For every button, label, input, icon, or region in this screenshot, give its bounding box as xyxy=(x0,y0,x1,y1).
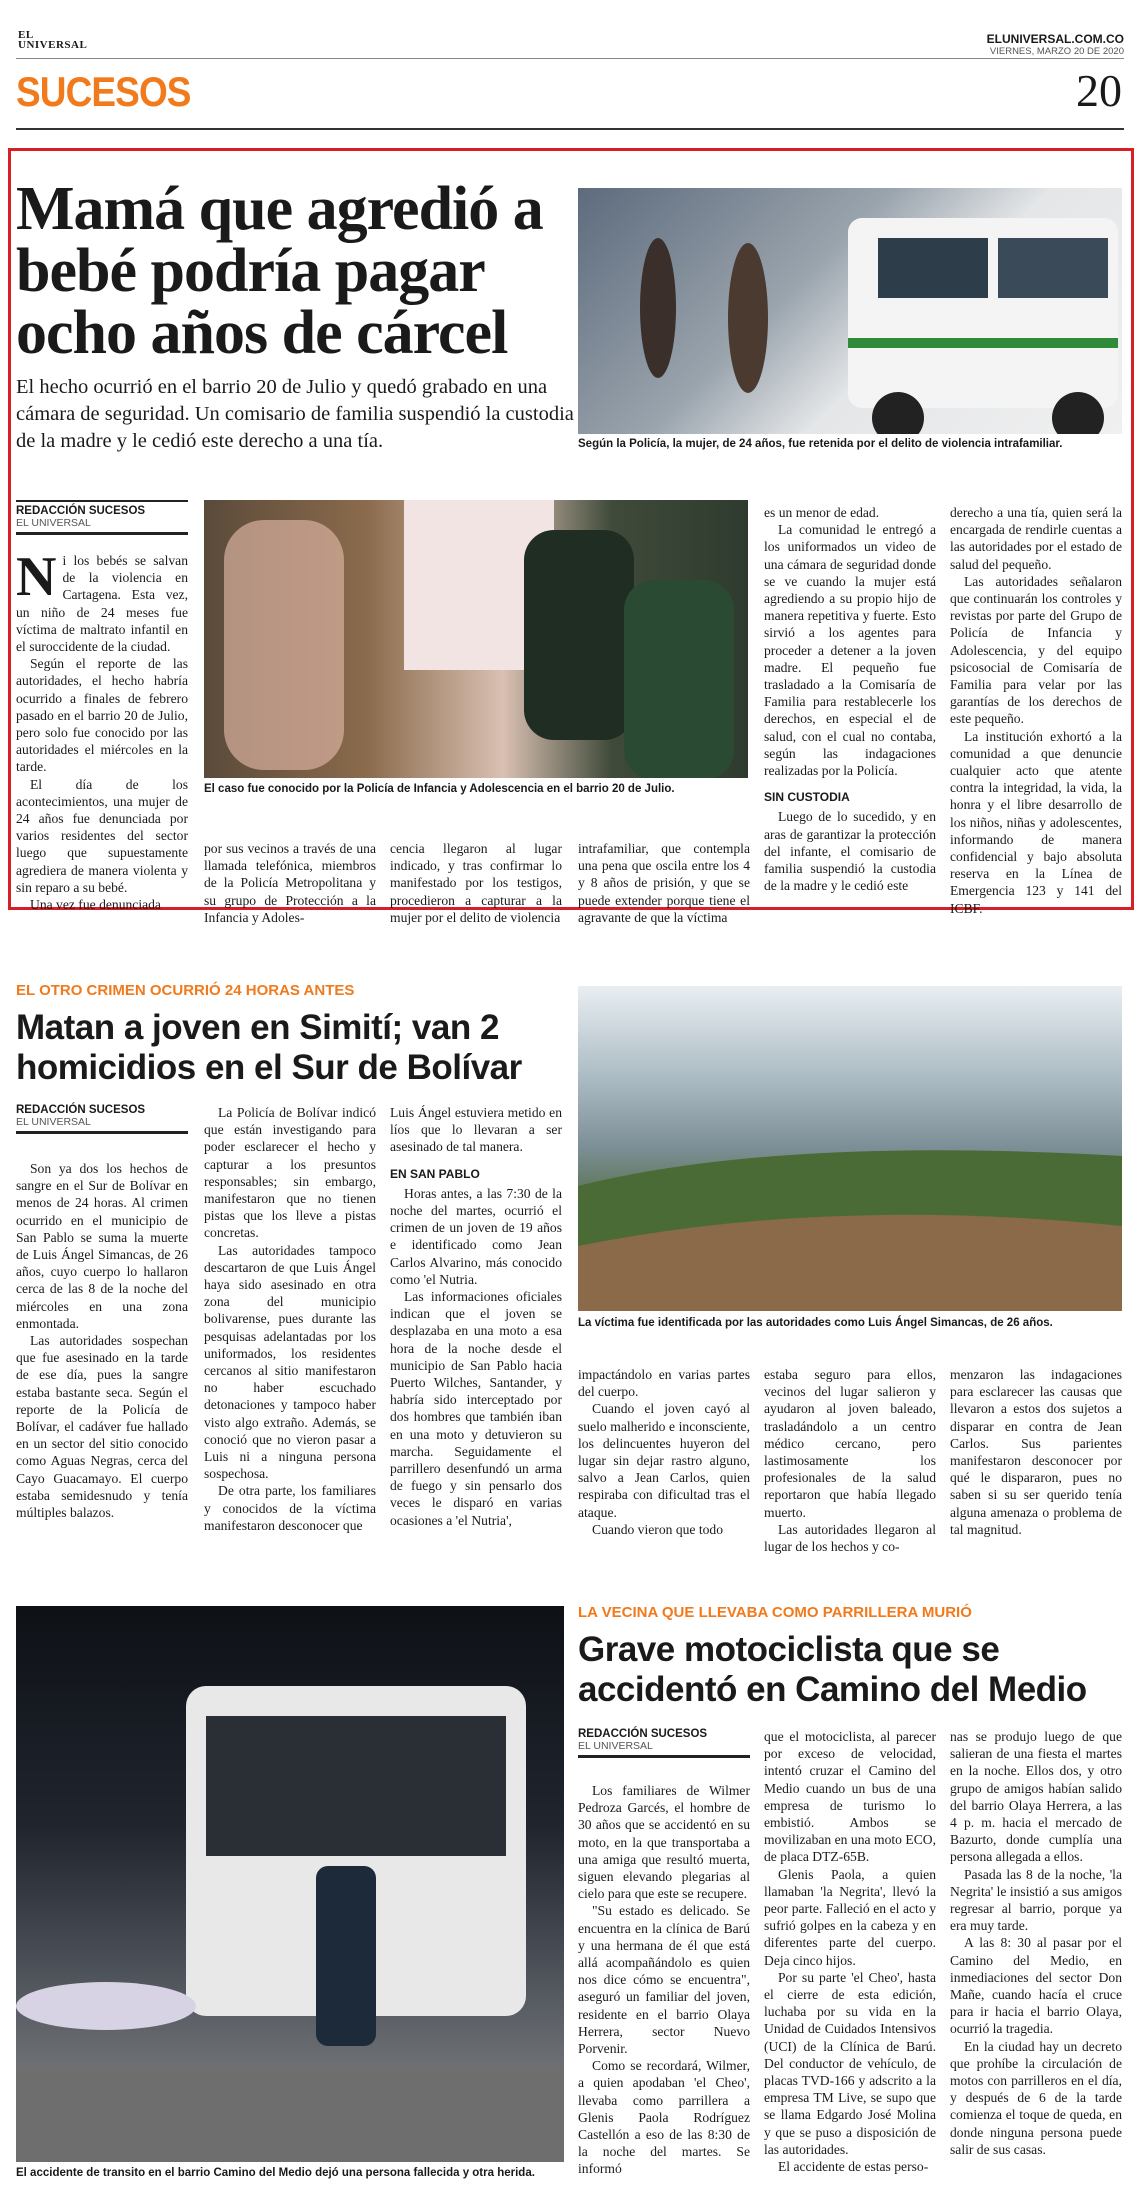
story2-paragraph: impactándolo en varias partes del cuerpo. xyxy=(578,1367,750,1400)
story3-kicker: LA VECINA QUE LLEVABA COMO PARRILLERA MURIÓ xyxy=(578,1604,972,1621)
story2-byline xyxy=(16,1104,188,1134)
story1-photo2-caption: El caso fue conocido por la Policía de Infancia y Adolescencia en el barrio 20 de Julio. xyxy=(204,783,675,795)
section-title: SUCESOS xyxy=(16,68,191,115)
drop-cap: N xyxy=(16,546,57,608)
story3-paragraph: En la ciudad hay un decreto que prohíbe la circulación de motos con parrilleros en el día, y después de 6 de la tarde comienza el toque de queda, en donde ninguna persona puede salir de sus casas. xyxy=(950,2038,1122,2157)
story3-column-2 xyxy=(764,1728,936,2175)
story2-paragraph: Cuando el joven cayó al suelo malherido e inconsciente, los delincuentes huyeron del lugar sin dejar rastro alguno, salvo a Jean Carlos, quien respiraba con dificultad tras el ataque. xyxy=(578,1401,750,1520)
story1-column-4-bottom xyxy=(578,840,750,926)
story3-paragraph: Pasada las 8 de la noche, 'la Negrita' le insistió a sus amigos regresar al barrio, porque ya era muy tarde. xyxy=(950,1866,1122,1934)
story2-paragraph: estaba seguro para ellos, vecinos del lugar salieron y ayudaron al joven baleado, trasladándolo a un centro médico cercano, pero lastimosamente los profesionales de la salud reportaron que había llegado muerto. xyxy=(764,1367,936,1520)
story2-paragraph: Cuando vieron que todo xyxy=(592,1521,724,1537)
story2-paragraph: Las informaciones oficiales indican que el joven se desplazaba en una moto a esa hora de la noche desde el municipio de San Pablo hacia Puerto Wilches, Santander, y habría sido interceptado por dos hombres que también iban en una moto y detuvieron su marcha. Seguidamente el parrillero desenfundó un arma de fuego y sin pensarlo dos veces le disparó en varias ocasiones a 'el Nutria', xyxy=(390,1289,562,1528)
issue-date: VIERNES, MARZO 20 DE 2020 xyxy=(989,46,1124,57)
story2-photo-aerial-town xyxy=(578,986,1122,1311)
page-number: 20 xyxy=(1076,65,1122,116)
byline-rule-bottom xyxy=(578,1755,750,1758)
story3-paragraph: que el motociclista, al parecer por exceso de velocidad, intentó cruzar el Camino del Medio cuando un bus de una empresa de turismo lo embistió. Ambos se movilizaban en una moto ECO, de placa DTZ-65B. xyxy=(764,1729,936,1865)
story2-column-1 xyxy=(16,1160,188,1521)
story1-paragraph: derecho a una tía, quien será la encargada de rendirle cuentas a las autoridades por el estado de salud del pequeño. xyxy=(950,505,1122,572)
story3-headline: Grave motociclista que se accidentó en Camino del Medio xyxy=(578,1630,1087,1709)
story2-paragraph: Las autoridades sospechan que fue asesinado en la tarde de ese día, pues la sangre estaba bastante seca. Según el reporte de la Policía de Bolívar, el cadáver fue hallado en un sector del sitio conocido como Aguas Negras, cerca del Cayo Guacamayo. El cuerpo estaba semidesnudo y tenía múltiples balazos. xyxy=(16,1333,188,1521)
masthead-divider xyxy=(16,58,1124,59)
byline-rule-bottom xyxy=(16,1131,188,1134)
byline-desk: REDACCIÓN SUCESOS xyxy=(578,1728,708,1740)
story3-paragraph: A las 8: 30 al pasar por el Camino del Medio, en inmediaciones del sector Don Mañe, cuando hacía el cruce para ir hacia el barrio Olaya, ocurrió la tragedia. xyxy=(950,1935,1122,2037)
story3-paragraph: nas se produjo luego de que salieran de una fiesta el martes en la noche. Ellos dos, y otro grupo de amigos habían salido del barrio Olaya Herrera, a las 4 p. m. hacia el mercado de Bazurto, donde cumplía una persona allegada a ellos. xyxy=(950,1729,1122,1865)
story3-paragraph: Glenis Paola, a quien llamaban 'la Negrita', llevó la peor parte. Falleció en el acto y sufrió golpes en la cabeza y en diferentes parte del cuerpo. Deja cinco hijos. xyxy=(764,1866,936,1968)
story1-column-3 xyxy=(390,840,562,926)
story1-column-2 xyxy=(204,840,376,926)
aerial-town-illustration xyxy=(578,986,1122,1311)
story3-paragraph: "Su estado es delicado. Se encuentra en la clínica de Barú y una hermana de él que está allá acompañándolo es quien nos dice cómo se encuentra", aseguró un familiar del joven, residente en el barrio Olaya Herrera, sector Nuevo Porvenir. xyxy=(578,1903,750,2057)
story2-column-4 xyxy=(578,1366,750,1538)
interview-illustration xyxy=(204,500,748,778)
story1-paragraph: i los bebés se salvan de la violencia en Cartagena. Esta vez, un niño de 24 meses fue víctima de maltrato infantil en el suroccidente de la ciudad. xyxy=(16,553,188,655)
byline-desk: REDACCIÓN SUCESOS xyxy=(16,505,146,517)
byline-desk: REDACCIÓN SUCESOS xyxy=(16,1104,146,1116)
story2-paragraph: menzaron las indagaciones para esclarecer las causas que llevaron a estos dos sujetos a disparar en contra de Jean Carlos. Sus parientes manifestaron desconocer por qué le dispararon, pues no saben si su ser querido tenía alguna amenaza o problema de tal magnitud. xyxy=(950,1367,1122,1537)
story3-paragraph: Por su parte 'el Cheo', hasta el cierre de esta edición, luchaba por su vida en la Unidad de Cuidados Intensivos (UCI) de la Clínica de Barú. Del conductor de vehículo, de placas TVD-166 y adscrito a la empresa TM Live, se supo que se llama Edgardo José Molina y que se puso a disposición de las autoridades. xyxy=(764,1969,936,2157)
story2-column-6 xyxy=(950,1366,1122,1538)
story2-headline: Matan a joven en Simití; van 2 homicidios en el Sur de Bolívar xyxy=(16,1008,522,1087)
story3-photo-bus-accident xyxy=(16,1606,564,2162)
story1-photo1-caption: Según la Policía, la mujer, de 24 años, fue retenida por el delito de violencia intrafamiliar. xyxy=(578,438,1063,450)
byline-paper: EL UNIVERSAL xyxy=(578,1740,653,1752)
byline-rule-bottom xyxy=(16,532,188,535)
story2-photo-caption: La víctima fue identificada por las autoridades como Luis Ángel Simancas, de 26 años. xyxy=(578,1317,1053,1329)
story1-paragraph: La comunidad le entregó a los uniformados un video de una cámara de seguridad donde se ve cuando la mujer está agrediendo a su propio hijo de manera repetitiva y fuerte. Esto sirvió a los agentes para proceder a detener a la joven madre. El pequeño fue trasladado a la Comisaría de Familia para restablecerle los derechos, en especial el de salud, con el cual no contaba, según las indagaciones realizadas por la Policía. xyxy=(764,522,936,779)
story2-paragraph: Luis Ángel estuviera metido en líos que lo llevaran a ser asesinado de tal manera. xyxy=(390,1105,562,1155)
story1-headline: Mamá que agredió a bebé podría pagar ocho años de cárcel xyxy=(16,175,543,367)
story1-column-5 xyxy=(950,504,1122,917)
story2-column-5 xyxy=(764,1366,936,1555)
story1-paragraph: intrafamiliar, que contempla una pena que oscila entre los 4 y 8 años de prisión, y que se puede extender porque tiene el agravante de que la víctima xyxy=(578,841,750,925)
story1-paragraph: La institución exhortó a la comunidad a que denuncie cualquier acto que atente contra la integridad, la vida, la honra y el libre desarrollo de los niños, niñas y adolescentes, informando de manera confidencial y bajo absoluta reserva en la Línea de Emergencia 123 y 141 del ICBF. xyxy=(950,728,1122,916)
byline-paper: EL UNIVERSAL xyxy=(16,517,91,529)
newspaper-logo xyxy=(18,30,87,50)
story2-column-3 xyxy=(390,1104,562,1529)
section-divider xyxy=(16,128,1124,130)
story1-paragraph: por sus vecinos a través de una llamada telefónica, miembros de la Policía Metropolitana y su grupo de Protección a la Infancia y Adoles- xyxy=(204,841,376,925)
story1-paragraph: Una vez fue denunciada xyxy=(30,897,161,913)
site-info xyxy=(987,32,1124,57)
story1-paragraph: Luego de lo sucedido, y en aras de garantizar la protección del infante, el comisario de familia suspendió la custodia de la madre y le cedió este xyxy=(764,809,936,894)
story2-paragraph: Las autoridades llegaron al lugar de los hechos y co- xyxy=(764,1521,936,1555)
story1-paragraph: es un menor de edad. xyxy=(764,505,880,520)
logo-line-2: UNIVERSAL xyxy=(18,39,88,51)
story1-column-4 xyxy=(764,504,936,894)
story1-photo-interview xyxy=(204,500,748,778)
story1-paragraph: Las autoridades señalaron que continuarán los controles y revistas por parte del Grupo de Policía de Infancia y Adolescencia, y del equipo psicosocial de Comisaría de Familia para velar por las garantías de los derechos de este pequeño. xyxy=(950,573,1122,727)
story3-column-3 xyxy=(950,1728,1122,2158)
story1-paragraph: cencia llegaron al lugar indicado, y tras confirmar lo manifestado por los testigos, procedieron a capturar a la mujer por el delito de violencia xyxy=(390,841,562,925)
story1-column-1 xyxy=(16,546,188,913)
story1-subhead: SIN CUSTODIA xyxy=(764,790,850,805)
bus-accident-illustration xyxy=(16,1606,564,2162)
story2-column-2 xyxy=(204,1104,376,1534)
story2-paragraph: Son ya dos los hechos de sangre en el Sur de Bolívar en menos de 24 horas. Al crimen ocurrido en el municipio de San Pablo se suma la muerte de Luis Ángel Simancas, de 26 años, cuyo cuerpo lo hallaron cerca de las 8 de la noche del miércoles en una zona enmontada. xyxy=(16,1161,188,1331)
story1-byline xyxy=(16,500,188,535)
byline-rule xyxy=(16,500,188,502)
logo-line-1: EL xyxy=(18,29,34,41)
story2-paragraph: De otra parte, los familiares y conocidos de la víctima manifestaron desconocer que xyxy=(204,1483,376,1533)
story3-paragraph: El accidente de estas perso- xyxy=(778,2159,929,2175)
story1-photo-police-truck xyxy=(578,188,1122,434)
story3-paragraph: Los familiares de Wilmer Pedroza Garcés, el hombre de 30 años que se accidentó en su moto, en la que transportaba a una amiga que resultó muerta, siguen elevando plegarias al cielo para que este se recupere. xyxy=(578,1783,750,1902)
story1-paragraph: El día de los acontecimientos, una mujer de 24 años fue denunciada por varios residentes del sector luego que supuestamente agrediera de manera violenta y sin reparo a su bebé. xyxy=(16,776,188,895)
story2-kicker: EL OTRO CRIMEN OCURRIÓ 24 HORAS ANTES xyxy=(16,982,355,999)
story3-column-1 xyxy=(578,1782,750,2178)
story3-paragraph: Como se recordará, Wilmer, a quien apodaban 'el Cheo', llevaba como parrillera a Glenis Paola Rodríguez Castellón a eso de las 8:30 de la noche del martes. Se informó xyxy=(578,2058,750,2177)
story3-photo-caption: El accidente de transito en el barrio Camino del Medio dejó una persona fallecida y otra herida. xyxy=(16,2167,535,2179)
story2-subhead: EN SAN PABLO xyxy=(390,1166,480,1181)
story2-paragraph: La Policía de Bolívar indicó que están investigando para poder esclarecer el hecho y capturar a los presuntos responsables; sin embargo, manifestaron que no tienen pistas que los lleve a pistas concretas. xyxy=(204,1105,376,1241)
byline-paper: EL UNIVERSAL xyxy=(16,1116,91,1128)
story2-paragraph: Las autoridades tampoco descartaron de que Luis Ángel haya sido asesinado en otra zona del municipio bolivarense, pues durante las pesquisas adelantadas por los uniformados, los residentes cercanos al sitio manifestaron no haber escuchado detonaciones y tampoco haber visto algo extraño. Además, se conoció que no vieron pasar a Luis ni a ninguna persona sospechosa. xyxy=(204,1242,376,1482)
story3-byline xyxy=(578,1728,750,1758)
story1-paragraph: Según el reporte de las autoridades, el hecho habría ocurrido a finales de febrero pasado en el barrio 20 de Julio, pero solo fue conocido por las autoridades el miércoles en la tarde. xyxy=(16,656,188,775)
story2-paragraph: Horas antes, a las 7:30 de la noche del martes, ocurrió el crimen de un joven de 19 años e identificado como Jean Carlos Alvarino, más conocido como 'el Nutria. xyxy=(390,1185,562,1287)
story1-deck: El hecho ocurrió en el barrio 20 de Julio y quedó grabado en una cámara de seguridad. Un comisario de familia suspendió la custodia de la madre y le cedió este derecho a una tía. xyxy=(16,376,574,452)
police-truck-illustration xyxy=(578,188,1122,434)
site-url: ELUNIVERSAL.COM.CO xyxy=(986,32,1124,46)
